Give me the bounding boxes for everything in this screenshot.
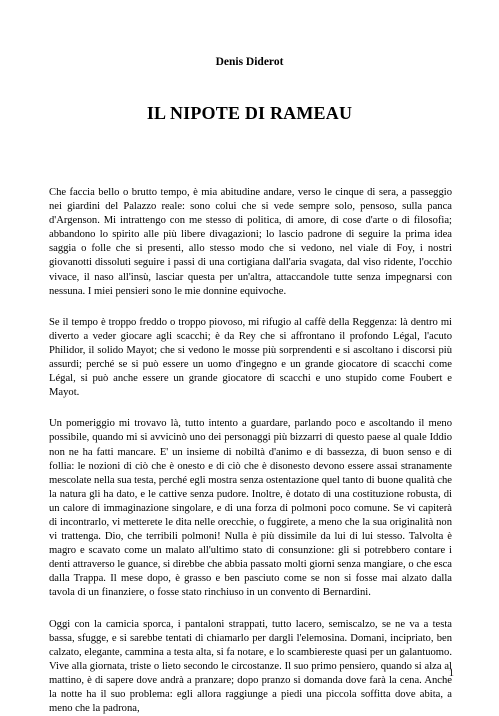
author-name: Denis Diderot [215,56,284,68]
document-title: IL NIPOTE DI RAMEAU [146,103,353,123]
paragraph: Che faccia bello o brutto tempo, è mia abitudine andare, verso le cinque di sera, a passeggio nei giardini del Palazzo reale: sono colui che si vede sempre solo, pensoso, sulla panca d'Argenson. Mi intrattengo con me stesso di politica, di amore, di cose d'arte o di filosofia; abbandono lo spirito alle più libere divagazioni; lo lascio padrone di seguire la prima idea saggia o folle che si presenti, allo stesso modo che si vedono, nel viale di Foy, i nostri giovanotti dissoluti seguire i passi di una cortigiana dall'aria svagata, dal viso ridente, l'occhio vivace, il naso all'insù, lasciar questa per un'altra, attaccandole tutte senza impegnarsi con nessuna. I miei pensieri sono le mie donnine equivoche. [49,187,452,297]
paragraph: Oggi con la camicia sporca, i pantaloni strappati, tutto lacero, semiscalzo, se ne va a testa bassa, sfugge, e si sarebbe tentati di chiamarlo per dargli l'elemosina. Domani, incipriato, ben calzato, elegante, cammina a testa alta, si fa notare, e lo scambiereste quasi per un galantuomo. Vive alla giornata, triste o lieto secondo le circostanze. Il suo primo pensiero, quando si alza al mattino, è di sapere dove andrà a pranzare; dopo pranzo si domanda dove farà la cena. Anche la notte ha il suo problema: egli allora raggiunge a piedi una piccola soffitta dove abita, a meno che la padrona, [49,618,452,715]
document-body [49,186,452,716]
paragraph: Se il tempo è troppo freddo o troppo piovoso, mi rifugio al caffè della Reggenza: là dentro mi diverto a veder giocare agli scacchi; è da Rey che si affrontano il profondo Légal, l'acuto Philidor, il solido Mayot; che si vedono le mosse più sorprendenti e si ascoltano i discorsi più assurdi; perché se si può essere un uomo d'ingegno e un grande giocatore di scacchi come Légal, si può anche essere un grande giocatore di scacchi e uno stupido come Foubert e Mayot. [49,316,452,399]
paragraph: Un pomeriggio mi trovavo là, tutto intento a guardare, parlando poco e ascoltando il meno possibile, quando mi si avvicinò uno dei personaggi più bizzarri di questo paese al quale Iddio non ne ha fatti mancare. E' un insieme di nobiltà d'animo e di bassezza, di buon senso e di follia: le nozioni di ciò che è onesto e di ciò che è disonesto devono essere assai stranamente mescolate nella sua testa, perché egli mostra senza ostentazione quel tanto di buone qualità che la natura gli ha dato, e le cattive senza pudore. Inoltre, è dotato di una costituzione robusta, di un calore di immaginazione singolare, e di una forza di polmoni poco comune. Se vi capiterà di incontrarlo, vi metterete le dita nelle orecchie, o fuggirete, a meno che la sua originalità non vi trattenga. Dio, che terribili polmoni! Nulla è più dissimile da lui di lui stesso. Talvolta è magro e scavato come un malato all'ultimo stato di consunzione: gli si potrebbero contare i denti attraverso le guance, si direbbe che abbia passato molti giorni senza mangiare, o che esca dalla Trappa. Il mese dopo, è grasso e ben pasciuto come se non si fosse mai alzato dalla tavola di un finanziere, o fosse stato rinchiuso in un convento di Bernardini. [49,418,452,599]
page-number: 1 [448,668,454,679]
